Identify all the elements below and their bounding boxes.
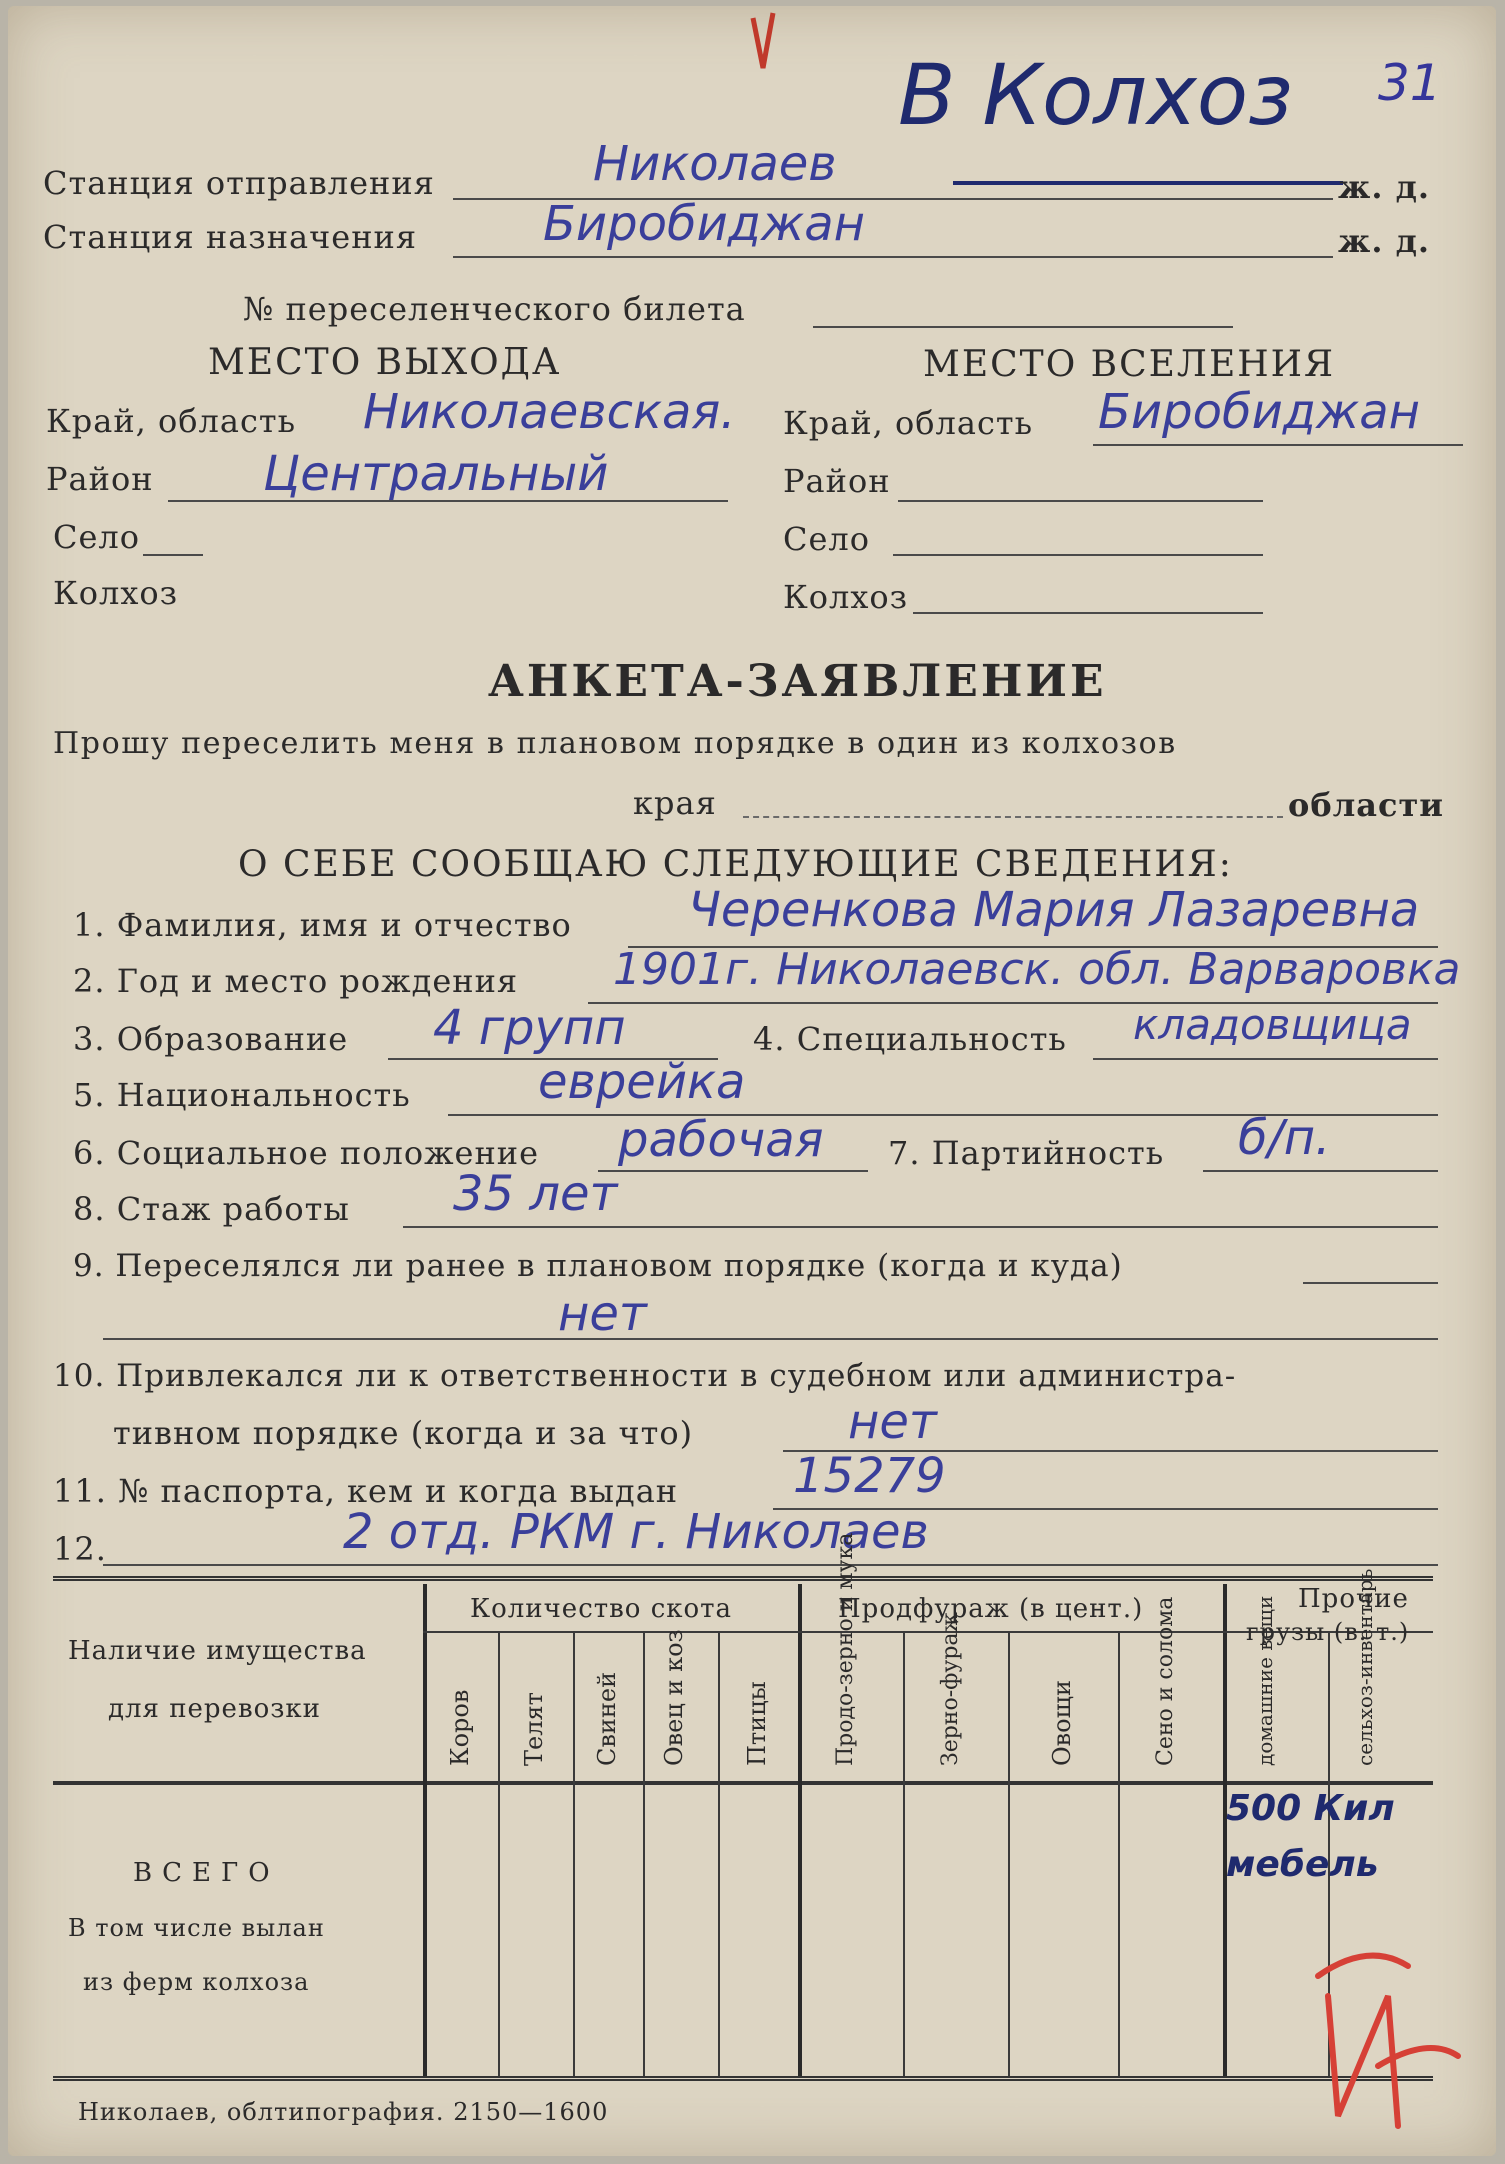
departure-station-label: Станция отправления (43, 164, 435, 202)
table-vline-fodder (798, 1584, 802, 2076)
item-10-label-b: тивном порядке (когда и за что) (113, 1414, 694, 1452)
item-6-line (598, 1170, 868, 1172)
origin-district-label: Район (46, 460, 154, 498)
item-8-value: 35 лет (453, 1166, 618, 1222)
section-title: О СЕБЕ СООБЩАЮ СЛЕДУЮЩИЕ СВЕДЕНИЯ: (238, 844, 1233, 885)
questionnaire-form-page (8, 6, 1496, 2156)
col-grain-flour: Продо-зерно и мука (833, 1532, 858, 1766)
ticket-number-label: № переселенческого билета (243, 290, 746, 328)
item-5-value: еврейка (538, 1054, 746, 1110)
item-10-value: нет (848, 1394, 937, 1450)
destination-village-label: Село (783, 520, 871, 558)
table-vline-label (423, 1584, 427, 2076)
item-12-value: 2 отд. РКМ г. Николаев (343, 1504, 929, 1560)
kraya-line (743, 816, 1283, 818)
origin-kolkhoz-label: Колхоз (53, 574, 179, 612)
item-9-label: 9. Переселялся ли ранее в плановом порядке (когда и куда) (73, 1248, 1123, 1284)
origin-village-line (143, 554, 203, 556)
col-household-goods: домашние вещи (1253, 1595, 1277, 1766)
request-line: Прошу переселить меня в плановом порядке в один из колхозов (53, 726, 1177, 761)
item-2-label: 2. Год и место рождения (73, 962, 519, 1000)
col-sheep-goats: Овец и коз (660, 1629, 688, 1766)
red-check-mark (743, 8, 783, 78)
origin-district-line (168, 500, 728, 502)
item-9-line-b (103, 1338, 1438, 1340)
form-title: АНКЕТА-ЗАЯВЛЕНИЕ (488, 656, 1107, 707)
ticket-number-line (813, 326, 1233, 328)
destination-region-label: Край, область (783, 404, 1033, 442)
table-vline-c5 (718, 1631, 720, 2076)
table-group-fodder: Продфураж (в цент.) (838, 1594, 1144, 1624)
destination-kolkhoz-label: Колхоз (783, 578, 909, 616)
red-pencil-mark (1298, 1936, 1468, 2136)
origin-village-label: Село (53, 518, 141, 556)
col-cows: Коров (446, 1689, 474, 1766)
destination-district-label: Район (783, 462, 891, 500)
col-poultry: Птицы (743, 1681, 771, 1766)
col-vegetables: Овощи (1048, 1680, 1076, 1766)
table-bottom-border (53, 2076, 1433, 2081)
item-6-label: 6. Социальное положение (73, 1134, 540, 1172)
col-farm-tools: сельхоз-инвентарь (1353, 1568, 1377, 1766)
destination-heading: МЕСТО ВСЕЛЕНИЯ (923, 344, 1336, 385)
item-11-label: 11. № паспорта, кем и когда выдан (53, 1472, 679, 1510)
origin-region-value: Николаевская. (363, 384, 736, 440)
printer-imprint: Николаев, облтипография. 2150—1600 (78, 2098, 609, 2126)
item-10-label-a: 10. Привлекался ли к ответственности в судебном или администра- (53, 1358, 1237, 1394)
household-value-a: 500 Кил (1226, 1788, 1395, 1829)
table-total-label: ВСЕГО (133, 1858, 280, 1888)
table-top-border (53, 1576, 1433, 1581)
item-7-value: б/п. (1238, 1110, 1331, 1166)
table-vline-c3 (573, 1631, 575, 2076)
col-hay-straw: Сено и солома (1153, 1596, 1178, 1766)
origin-heading: МЕСТО ВЫХОДА (208, 342, 562, 383)
item-12-line (103, 1564, 1438, 1566)
item-2-value: 1901г. Николаевск. обл. Варваровка (613, 944, 1461, 995)
item-1-value: Черенкова Мария Лазаревна (688, 882, 1420, 938)
household-value-b: мебель (1226, 1844, 1379, 1885)
destination-station-value: Биробиджан (543, 196, 865, 252)
item-9-value: нет (558, 1286, 647, 1342)
col-calves: Телят (520, 1692, 548, 1766)
col-pigs: Свиней (593, 1671, 621, 1766)
item-4-label: 4. Специальность (753, 1020, 1067, 1058)
table-vline-other (1223, 1584, 1227, 2076)
table-group-other-b: грузы (в. т.) (1246, 1618, 1410, 1646)
table-vline-c4 (643, 1631, 645, 2076)
stamp-underline (953, 181, 1343, 185)
table-vline-f2 (903, 1631, 905, 2076)
departure-station-value: Николаев (593, 136, 837, 192)
item-8-line (403, 1226, 1438, 1228)
table-row-label-a: Наличие имущества (68, 1636, 367, 1666)
destination-region-value: Биробиджан (1098, 384, 1420, 440)
destination-village-line (893, 554, 1263, 556)
table-vline-f4 (1118, 1631, 1120, 2076)
table-vline-c2 (498, 1631, 500, 2076)
destination-kolkhoz-line (913, 612, 1263, 614)
table-sub-label-b: из ферм колхоза (83, 1968, 310, 1996)
destination-district-line (898, 500, 1263, 502)
kraya-label: края (633, 784, 717, 822)
item-4-line (1093, 1058, 1438, 1060)
destination-rail-suffix: ж. д. (1338, 222, 1431, 260)
table-sub-label-a: В том числе вылан (68, 1914, 325, 1942)
corner-number: 31 (1378, 54, 1442, 112)
oblasti-label: области (1288, 786, 1445, 824)
item-7-label: 7. Партийность (888, 1134, 1165, 1172)
table-vline-f3 (1008, 1631, 1010, 2076)
item-12-label: 12. (53, 1530, 107, 1568)
col-grain-fodder: Зерно-фураж (938, 1612, 963, 1766)
destination-station-label: Станция назначения (43, 218, 418, 256)
destination-region-line (1093, 444, 1463, 446)
item-4-value: кладовщица (1133, 1000, 1412, 1049)
item-7-line (1203, 1170, 1438, 1172)
item-11-value: 15279 (793, 1448, 946, 1504)
item-3-label: 3. Образование (73, 1020, 349, 1058)
table-row-label-b: для перевозки (108, 1694, 321, 1724)
item-6-value: рабочая (618, 1112, 824, 1168)
departure-rail-suffix: ж. д. (1338, 168, 1431, 206)
item-5-label: 5. Национальность (73, 1076, 411, 1114)
item-9-line-a (1303, 1282, 1438, 1284)
table-group-other-a: Прочие (1298, 1584, 1409, 1614)
origin-region-label: Край, область (46, 402, 296, 440)
origin-district-value: Центральный (263, 446, 609, 502)
item-8-label: 8. Стаж работы (73, 1190, 350, 1228)
destination-station-line (453, 256, 1333, 258)
item-3-value: 4 групп (433, 1000, 626, 1056)
table-group-livestock: Количество скота (470, 1594, 733, 1624)
stamp-v-kolkhoz: В Колхоз (898, 46, 1293, 144)
item-1-label: 1. Фамилия, имя и отчество (73, 906, 572, 944)
